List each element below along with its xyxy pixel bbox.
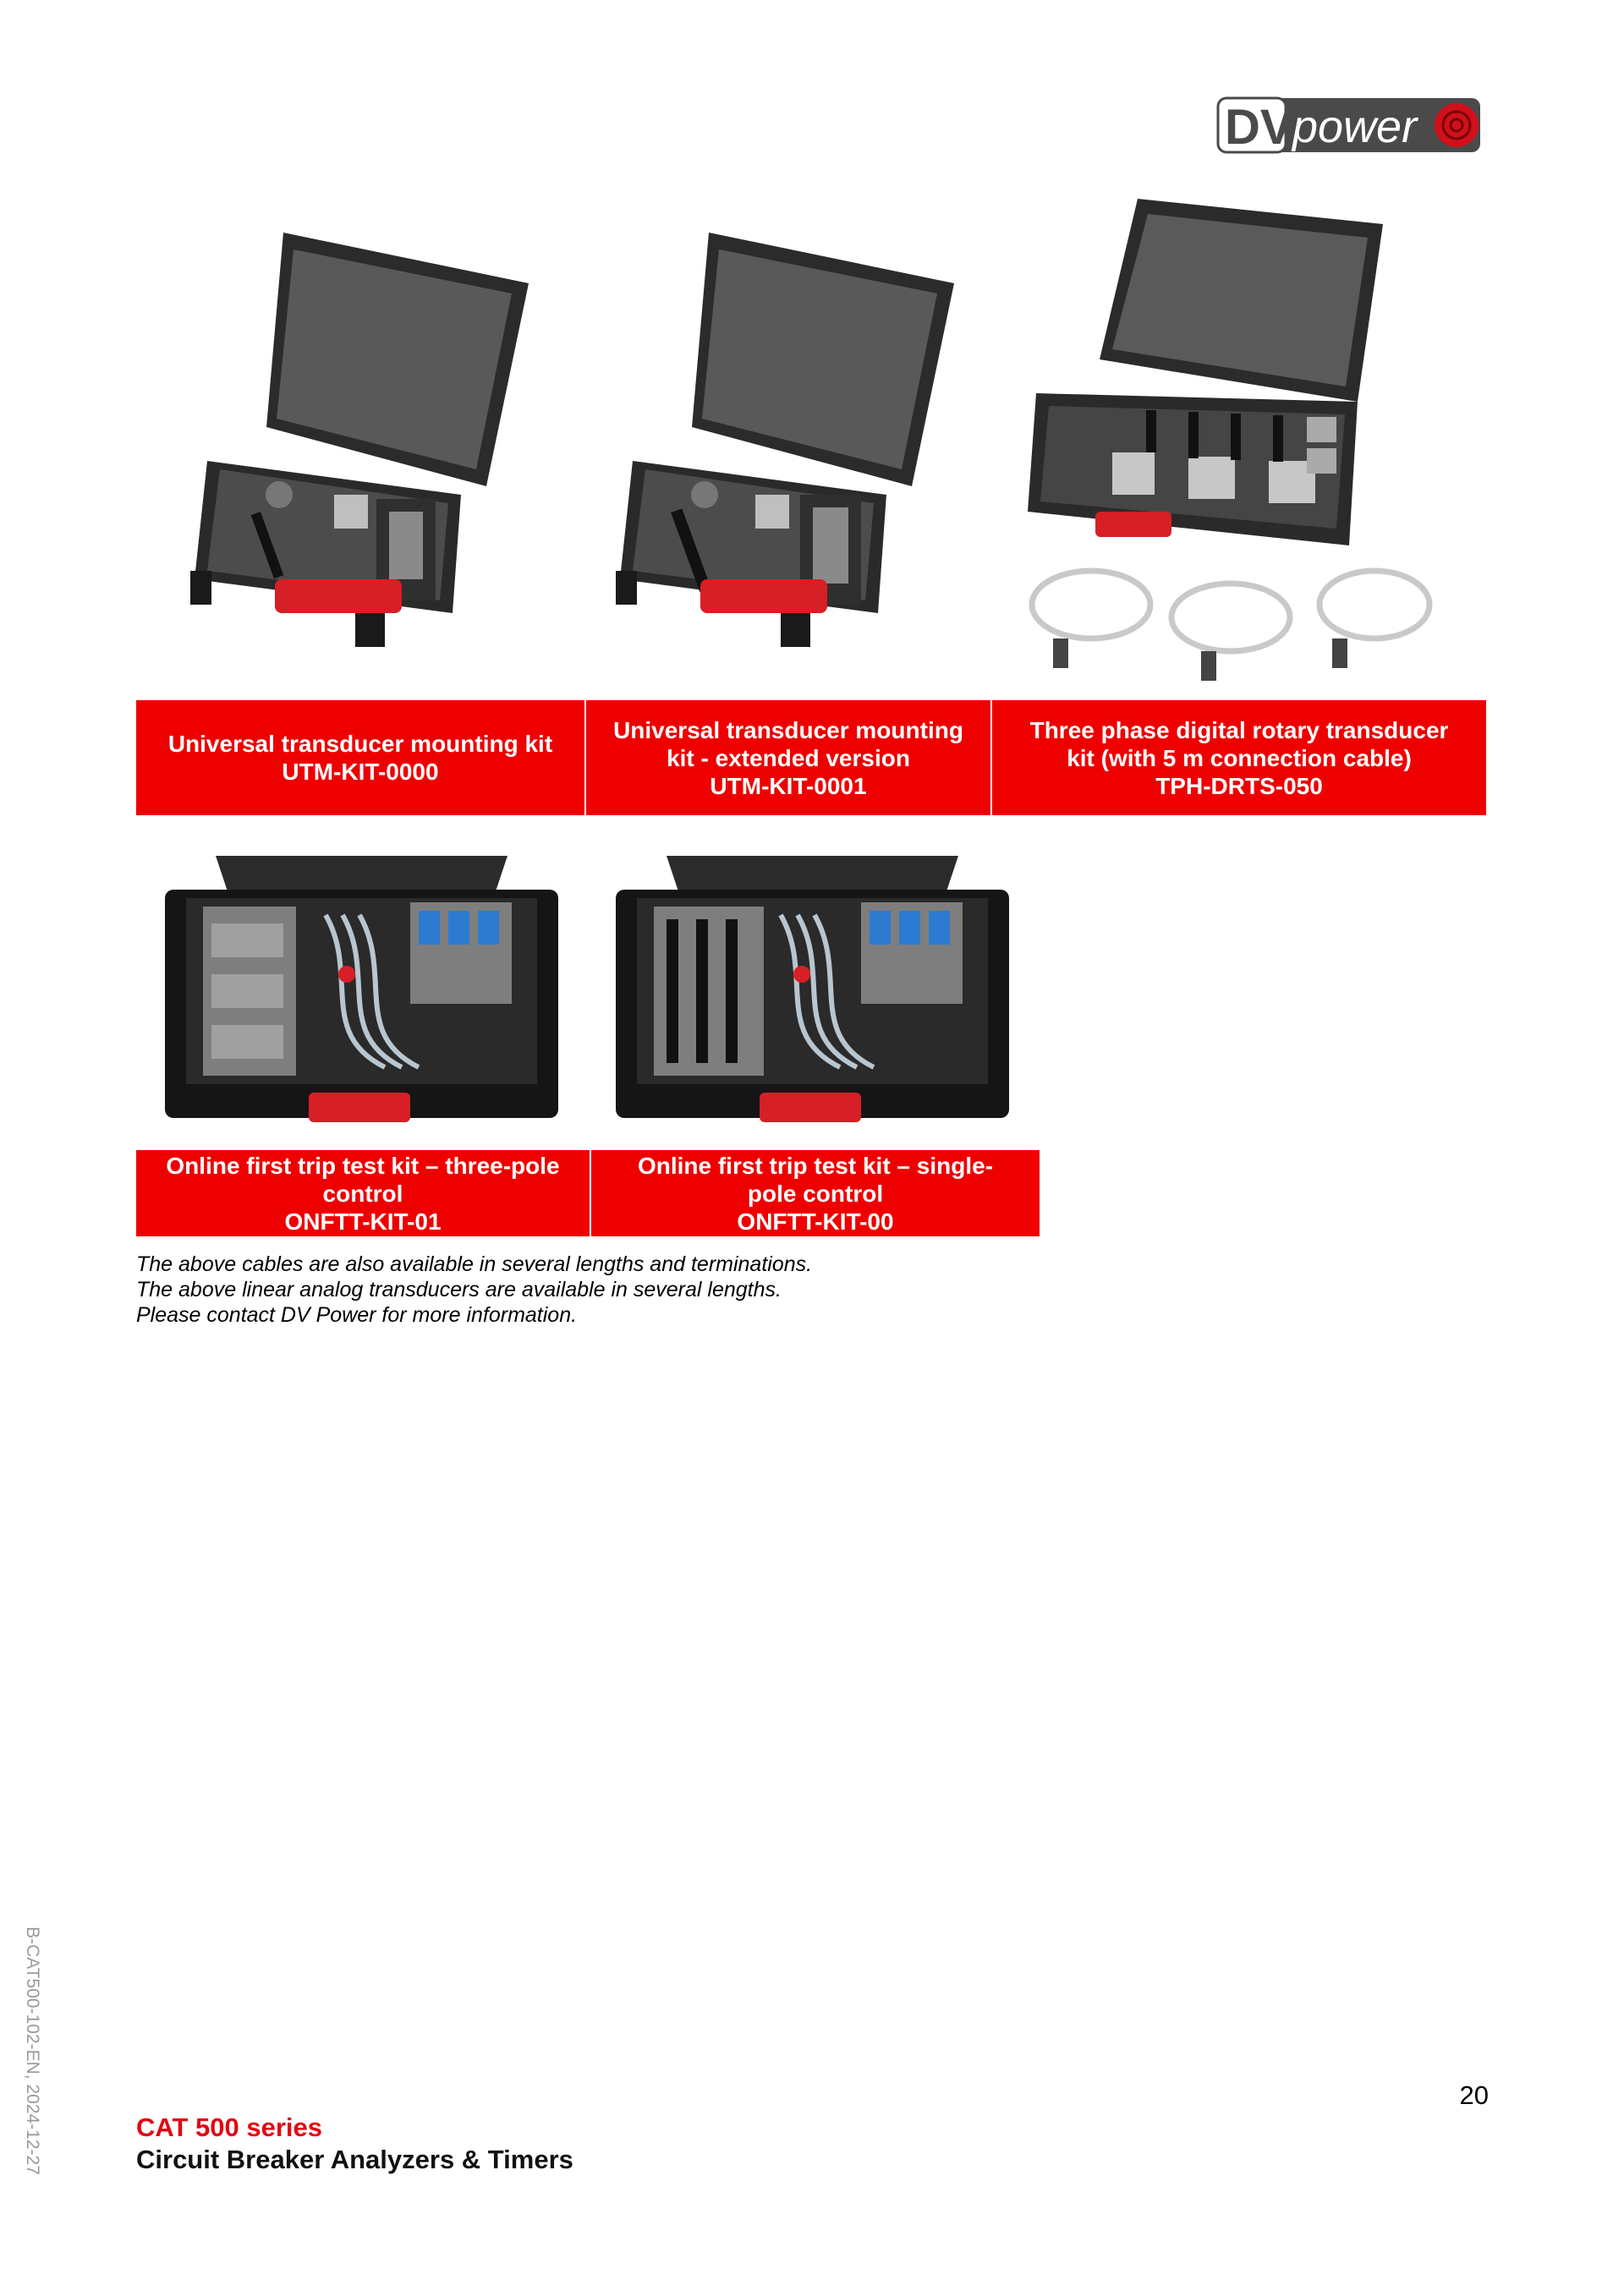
dv-power-logo [1215,91,1485,161]
logo-suffix: power [1292,101,1418,152]
document-code-text: B-CAT500-102-EN, 2024-12-27 [23,1926,42,2175]
footer-series: CAT 500 series [136,2112,322,2142]
logo-prefix: DV [1225,100,1293,155]
caption-line: Online first trip test kit – three-pole [166,1152,560,1179]
page-number: 20 [1459,2080,1489,2110]
onftt-kit-00-photo [616,856,1009,1135]
caption-line: ONFTT-KIT-01 [284,1208,442,1235]
note-line: The above linear analog transducers are available in several lengths. [136,1278,782,1301]
caption-line: pole control [747,1180,884,1207]
utm-kit-0001-photo [607,216,958,647]
note-line: The above cables are also available in several lengths and terminations. [136,1252,813,1276]
kit-caption-utm-kit-0001 [584,700,990,815]
availability-notes [136,1252,1151,1328]
kit-caption-onftt-kit-01 [136,1150,590,1236]
caption-line: UTM-KIT-0000 [282,759,439,785]
caption-line: Universal transducer mounting kit [167,731,553,757]
caption-line: kit (with 5 m connection cable) [1067,744,1412,771]
caption-line: TPH-DRTS-050 [1155,772,1323,799]
caption-line: Three phase digital rotary transducer [1029,716,1449,743]
caption-line: ONFTT-KIT-00 [737,1208,894,1235]
kit-caption-tph-drts-050 [990,700,1486,815]
kit-caption-row-2 [136,1150,1040,1236]
caption-line: kit - extended version [667,744,910,771]
rose-icon [1435,103,1479,147]
note-line: Please contact DV Power for more information. [136,1303,578,1327]
caption-line: Online first trip test kit – single- [637,1152,994,1179]
onftt-kit-01-photo [165,856,558,1135]
kit-caption-onftt-kit-00 [590,1150,1040,1236]
caption-line: UTM-KIT-0001 [710,772,867,799]
document-code [15,1911,49,2190]
kit-caption-utm-kit-0000 [136,700,584,815]
caption-line: control [322,1180,403,1207]
kit-caption-row-1 [136,700,1486,815]
utm-kit-0000-photo [182,216,533,647]
caption-line: Universal transducer mounting [613,716,963,743]
tph-drts-050-photo [1019,190,1446,681]
footer-subtitle: Circuit Breaker Analyzers & Timers [136,2145,573,2174]
